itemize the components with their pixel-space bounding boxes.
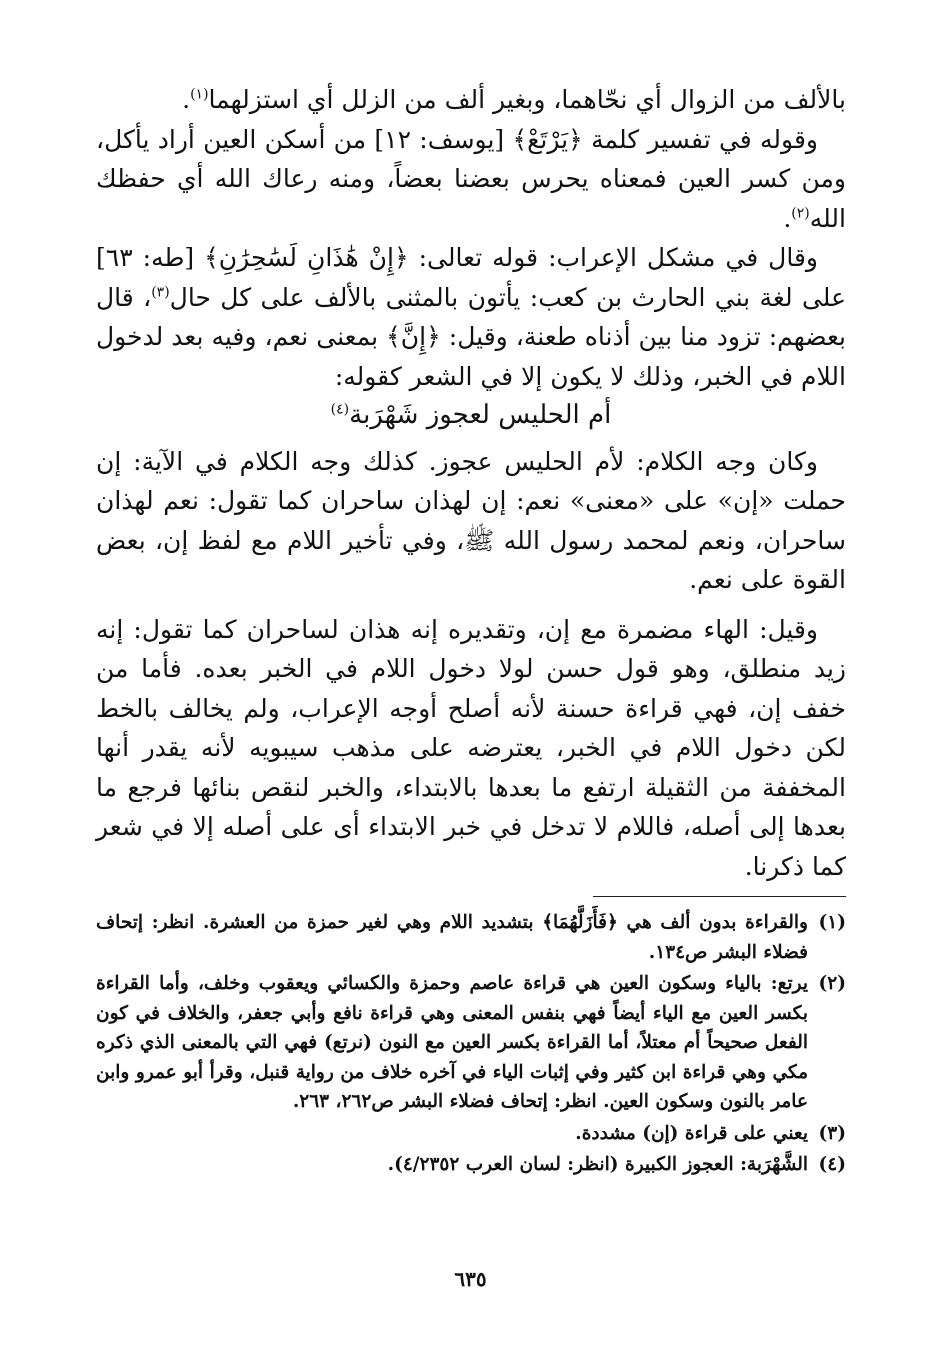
footnote-1 xyxy=(96,908,846,967)
footnote-ref-4: (٤) xyxy=(330,401,350,418)
main-text xyxy=(96,80,846,886)
paragraph-2 xyxy=(96,120,846,239)
paragraph-2-text: وقوله في تفسير كلمة ﴿يَرْتَعْ﴾ [يوسف: ١٢] من أسكن العين أراد يأكل، ومن كسر العين فمعناه يحرس بعضنا بعضاً، ومنه رعاك الله أي حفظك الله xyxy=(96,124,846,233)
paragraph-4: وكان وجه الكلام: لأم الحليس عجوز. كذلك وجه الكلام في الآية: إن حملت «إن» على «معنى» نعم: إن لهذان ساحران كما تقول: نعم لهذان ساحران، ونعم لمحمد رسول الله ﷺ، وفي تأخير اللام مع لفظ إن، بعض القوة على نعم. xyxy=(96,446,846,594)
poetry-verse xyxy=(96,396,846,436)
footnotes xyxy=(96,908,846,1182)
footnote-number: (٢) xyxy=(818,973,846,994)
footnote-text: والقراءة بدون ألف هي ﴿فَأَزَلَّهُمَا﴾ بتشديد اللام وهي لغير حمزة من العشرة. انظر: إتحاف فضلاء البشر ص١٣٤. xyxy=(96,912,808,963)
paragraph-1-tail: . xyxy=(182,85,191,114)
page-number: ٦٣٥ xyxy=(454,1267,487,1291)
paragraph-1-text: بالألف من الزوال أي نحّاهما، وبغير ألف من الزلل أي استزلهما xyxy=(208,85,846,114)
verse-text: أم الحليس لعجوز شَهْرَبة xyxy=(349,400,612,430)
footnote-3 xyxy=(96,1119,846,1149)
footnote-ref-2: (٢) xyxy=(791,205,810,222)
paragraph-3-text: وقال في مشكل الإعراب: قوله تعالى: ﴿إِنْ هَٰذَانِ لَسَٰحِرَٰنِ﴾ [طه: ٦٣] على لغة بني الحارث بن كعب: يأتون بالمثنى بالألف على كل حال xyxy=(96,243,846,312)
footnote-ref-1: (١) xyxy=(190,86,209,103)
footnote-number: (٣) xyxy=(818,1122,846,1144)
footnote-number: (٤) xyxy=(818,1154,846,1175)
footnote-text: الشَّهْرَبة: العجوز الكبيرة (انظر: لسان العرب ٤/٢٣٥٢). xyxy=(387,1154,808,1175)
paragraph-1 xyxy=(96,80,846,120)
paragraph-3 xyxy=(96,238,846,396)
footnote-divider xyxy=(593,896,846,897)
paragraph-5: وقيل: الهاء مضمرة مع إن، وتقديره إنه هذان لساحران كما تقول: إنه زيد منطلق، وهو قول حسن لولا دخول اللام في الخبر بعده. فأما من خفف إن، فهي قراءة حسنة لأنه أصلح أوجه الإعراب، ولم يخالف بالخط لكن دخول اللام في الخبر، يعترضه على مذهب سيبويه لأنه يقدر أنها المخففة من الثقيلة ارتفع ما بعدها بالابتداء، والخبر لنقص بنائها فرجع ما بعدها إلى أصله، فاللام لا تدخل في خبر الابتداء أى على أصله إلا في شعر كما ذكرنا. xyxy=(96,614,846,881)
paragraph-2-tail: . xyxy=(783,203,792,233)
footnote-text: يرتع: بالياء وسكون العين هي قراءة عاصم وحمزة والكسائي ويعقوب وخلف، وأما القراءة بكسر العين مع الياء أيضاً فهي بنفس المعنى وهي قراءة نافع وأبي جعفر، والخلاف في كون الفعل صحيحاً أم معتلاً، أما القراءة بكسر العين مع النون (نرتع) فهي التي بالمعنى الذي ذكره مكي وهي قراءة ابن كثير وفي إثبات الياء في آخره خلاف من رواية قنبل، وقرأ أبو عمرو وابن عامر بالنون وسكون العين. انظر: إتحاف فضلاء البشر ص٢٦٢، ٢٦٣. xyxy=(96,973,808,1112)
footnote-ref-3: (٣) xyxy=(151,284,170,301)
footnote-4 xyxy=(96,1150,846,1180)
footnote-2 xyxy=(96,969,846,1117)
footnote-number: (١) xyxy=(818,912,846,933)
footnote-text: يعني على قراءة (إن) مشددة. xyxy=(575,1122,808,1144)
paragraph-3-tail: ، قال بعضهم: تزود منا بين أذناه طعنة، وقيل: ﴿إِنَّ﴾ بمعنى نعم، وفيه بعد لدخول اللام في الخبر، وذلك لا يكون إلا في الشعر كقوله: xyxy=(96,282,846,391)
